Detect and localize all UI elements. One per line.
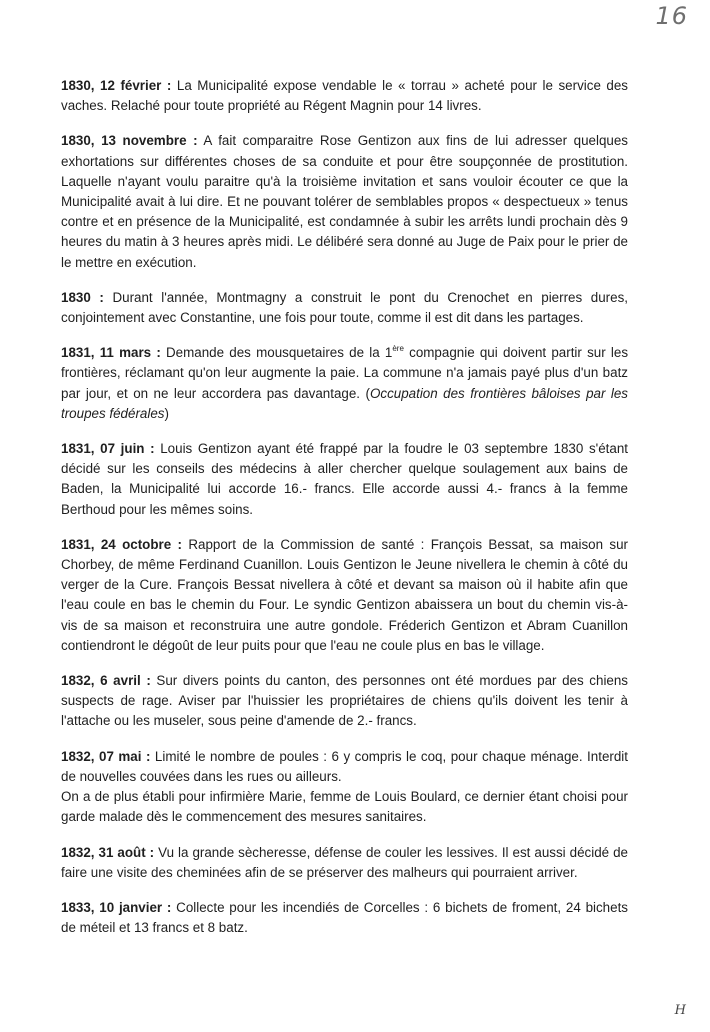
entry-date: 1832, 07 mai :	[61, 748, 151, 764]
entry-date: 1830 :	[61, 289, 104, 305]
entry-text: Demande des mousquetaires de la 1	[160, 345, 393, 361]
entry-text: Collecte pour les incendiés de Corcelles : 6 bichets de froment, 24 bichets de méteil et 13 francs et 8 batz.	[61, 899, 628, 936]
entry-text: Rapport de la Commission de santé : François Bessat, sa maison sur Chorbey, de même Ferdinand Cuanillon. Louis Gentizon le Jeune nivellera le chemin à côté du verger de la Cure. François Bessat nivellera à côté et devant sa maison où il habite afin que l'eau coule en bas le chemin du Four. Le syndic Gentizon abaissera un bout du chemin vis-à-vis de sa maison et reconstruira une autre gondole. Fréderich Gentizon et Abram Cuanillon contiendront le dégoût de leur puits pour que l'eau ne coule plus en bas le village.	[61, 536, 628, 653]
entry-date: 1832, 31 août :	[61, 844, 155, 860]
entry-text-cont: compagnie qui doivent partir sur les frontières, réclamant qu'on leur augmente la paie. La commune n'a jamais payé plus d'un batz par jour, et on ne leur accordera pas davantage. (	[61, 345, 629, 401]
entry-text: Limité le nombre de poules : 6 y compris le coq, pour chaque ménage. Interdit de nouvelles couvées dans les rues ou ailleurs.	[61, 748, 628, 784]
entry-text: Durant l'année, Montmagny a construit le pont du Crenochet en pierres dures, conjointement avec Constantine, une fois pour toute, comme il est dit dans les partages.	[61, 289, 629, 326]
entry-1830-11-13	[61, 131, 628, 272]
page-number: 16	[655, 2, 688, 30]
entry-date: 1831, 24 octobre :	[61, 536, 182, 552]
document-body	[61, 76, 628, 953]
entry-date: 1831, 07 juin :	[61, 441, 155, 457]
entry-text: Vu la grande sècheresse, défense de couler les lessives. Il est aussi décidé de faire une visite des cheminées afin de se préserver des malheurs qui pourraient arriver.	[61, 844, 628, 880]
entry-1833-01-10	[61, 898, 628, 938]
entry-text-close: )	[164, 405, 169, 421]
entry-text: A fait comparaitre Rose Gentizon aux fins de lui adresser quelques exhortations sur différentes choses de sa conduite et pour être soupçonnée de prostitution. Laquelle n'ayant voulu paraitre qu'à la troisième invitation et sans vouloir écouter ce que la Municipalité avait à lui dire. Et ne pouvant tolérer de semblables propos « despectueux » tenus contre et en présence de la Municipalité, est condamnée à subir les arrêts lundi prochain dès 9 heures du matin à 3 heures après midi. Le délibéré sera donné au Juge de Paix pour le prier de le mettre en exécution.	[61, 133, 628, 270]
entry-date: 1832, 6 avril :	[61, 673, 151, 689]
entry-italic-note: Occupation des frontières bâloises par les troupes fédérales	[61, 385, 628, 421]
entry-1832-08-31	[61, 843, 628, 883]
superscript: ère	[392, 344, 404, 354]
entry-date: 1831, 11 mars :	[61, 345, 161, 361]
entry-1832-05-07	[61, 747, 628, 828]
entry-date: 1830, 13 novembre :	[61, 133, 198, 149]
entry-text: La Municipalité expose vendable le « torrau » acheté pour le service des vaches. Relaché pour toute propriété au Régent Magnin pour 14 livres.	[61, 78, 629, 114]
entry-1830-02-12	[61, 76, 628, 116]
entry-text: Sur divers points du canton, des personnes ont été mordues par des chiens suspects de rage. Aviser par l'huissier les propriétaires de chiens qu'ils doivent les tenir à l'attache ou les museler, sous peine d'amende de 2.- francs.	[61, 673, 629, 729]
entry-1832-04-06	[61, 671, 628, 732]
entry-1831-06-07	[61, 439, 628, 520]
entry-text-second-line: On a de plus établi pour infirmière Marie, femme de Louis Boulard, ce dernier étant choisi pour garde malade dès le commencement des mesures sanitaires.	[61, 789, 628, 825]
entry-date: 1833, 10 janvier :	[61, 899, 172, 915]
entry-1831-10-24	[61, 535, 628, 656]
entry-date: 1830, 12 février :	[61, 78, 172, 93]
entry-1831-03-11	[61, 343, 628, 424]
footer-mark: H	[674, 1003, 686, 1018]
entry-1830	[61, 288, 628, 328]
entry-text: Louis Gentizon ayant été frappé par la foudre le 03 septembre 1830 s'étant décidé sur les conseils des médecins à aller chercher quelque soulagement aux bains de Baden, la Municipalité lui accorde 16.- francs. Elle accorde aussi 4.- francs à la femme Berthoud pour les mêmes soins.	[61, 441, 629, 517]
